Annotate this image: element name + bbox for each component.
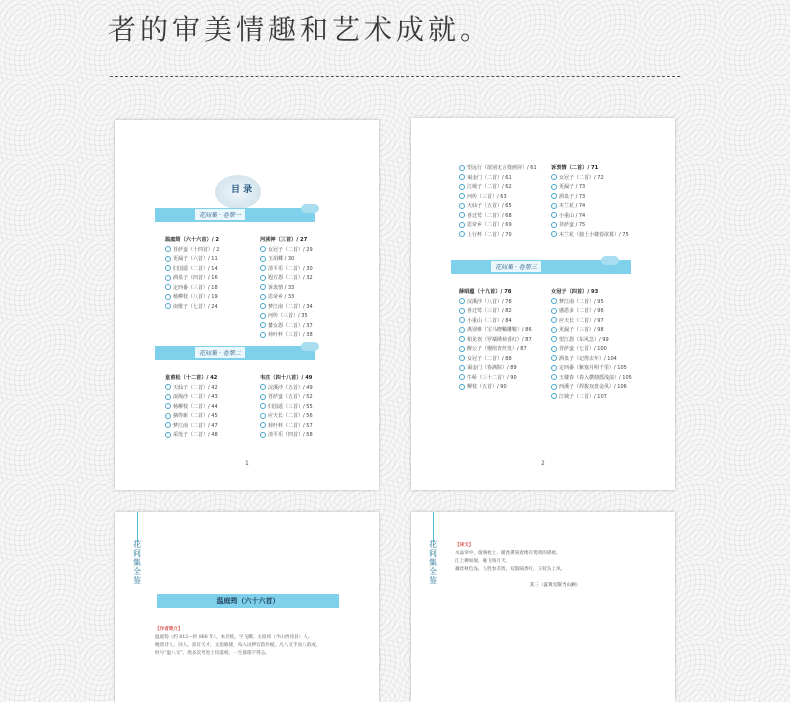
bullet-icon <box>260 294 266 300</box>
toc-entry <box>165 374 218 384</box>
toc-entry <box>260 412 313 422</box>
toc-entry-text: 喜迁莺（二首）/ 68 <box>467 212 512 219</box>
toc-entry-text: 木兰花（独上小楼春欲暮）/ 75 <box>559 231 629 238</box>
toc-entry <box>165 303 219 313</box>
toc-entry <box>165 384 218 394</box>
toc-entry <box>551 193 629 203</box>
toc-entry-text: 应天长（二首）/ 56 <box>268 413 313 419</box>
toc-entry-text: 西溪子（捍拨双盘金凤）/ 106 <box>559 384 627 390</box>
toc-list-left-3 <box>459 288 532 393</box>
toc-list-right-1 <box>260 236 313 341</box>
bullet-icon <box>165 394 171 400</box>
toc-entry-text: 天仙子（二首）/ 42 <box>173 384 218 391</box>
toc-entry <box>459 317 532 327</box>
bullet-icon <box>551 308 557 314</box>
toc-entry <box>551 183 629 193</box>
bullet-icon <box>459 174 465 180</box>
toc-entry <box>459 326 532 336</box>
intro-line: 时号“温八叉”。然多次考进士均落榜，一生郁郁不得志。 <box>155 651 270 656</box>
toc-entry-text: 定西番（三首）/ 18 <box>173 284 218 291</box>
toc-entry-text: 牛峤（三十二首）/ 90 <box>467 374 517 381</box>
bullet-icon <box>165 246 171 252</box>
toc-entry <box>260 431 313 441</box>
toc-entry-text: 蕃女怨（二首）/ 37 <box>268 322 313 329</box>
toc-entry-text: 应天长（二首）/ 97 <box>559 317 604 324</box>
toc-entry <box>459 212 537 222</box>
toc-entry <box>459 307 532 317</box>
toc-entry-text: 皇甫松（十二首）/ 42 <box>165 375 218 381</box>
toc-entry <box>165 284 219 294</box>
bullet-icon <box>551 203 557 209</box>
bullet-icon <box>551 184 557 190</box>
toc-entry-text: 菩萨蛮（十四首）/ 2 <box>173 246 220 253</box>
toc-entry <box>551 231 629 241</box>
bullet-icon <box>165 265 171 271</box>
toc-entry <box>551 393 632 403</box>
toc-entry-text: 梦江南（二首）/ 34 <box>268 303 313 310</box>
bullet-icon <box>551 355 557 361</box>
bullet-icon <box>459 384 465 390</box>
bullet-icon <box>260 432 266 438</box>
toc-entry-text: 摘得新（二首）/ 45 <box>173 413 218 419</box>
toc-entry <box>551 326 632 336</box>
toc-entry <box>260 284 313 294</box>
toc-entry <box>551 221 629 231</box>
toc-entry <box>165 274 219 284</box>
toc-entry <box>551 355 632 365</box>
toc-entry-text: 浣溪沙（五首）/ 49 <box>268 384 313 391</box>
page-number: 1 <box>245 460 249 467</box>
bullet-icon <box>551 374 557 380</box>
bullet-icon <box>459 231 465 237</box>
toc-entry-text: 思帝乡 / 33 <box>268 294 295 300</box>
cloud-icon <box>301 342 319 351</box>
bullet-icon <box>260 246 266 252</box>
toc-entry <box>260 393 313 403</box>
toc-entry <box>260 246 313 256</box>
side-line <box>137 512 138 542</box>
toc-entry <box>551 212 629 222</box>
toc-entry <box>459 231 537 241</box>
toc-entry-text: 玉楼春（春入横塘摇浅浪）/ 105 <box>559 374 632 381</box>
toc-entry <box>459 298 532 308</box>
translation-line: 水晶帘中，玻璃枕上，暖香熏染着绣有鸳鸯的锦被。 <box>455 551 561 556</box>
toc-entry <box>260 303 313 313</box>
toc-entry-text: 女冠子（二首）/ 88 <box>467 355 512 362</box>
side-line <box>433 512 434 542</box>
toc-entry-text: 上行杯（二首）/ 70 <box>467 231 512 238</box>
bullet-icon <box>459 327 465 333</box>
section-label: 【译文】 <box>455 543 474 548</box>
toc-entry-text: 浪淘沙（二首）/ 43 <box>173 394 218 400</box>
bullet-icon <box>165 256 171 262</box>
toc-entry-text: 薛昭蕴（十九首）/ 78 <box>459 289 512 295</box>
bullet-icon <box>551 174 557 180</box>
toc-entry <box>551 374 632 384</box>
bullet-icon <box>551 384 557 390</box>
toc-entry <box>551 364 632 374</box>
toc-entry <box>260 293 313 303</box>
toc-entry <box>551 307 632 317</box>
bullet-icon <box>165 284 171 290</box>
toc-entry-text: 江城子（二首）/ 107 <box>559 393 607 400</box>
toc-entry-text: 望远行（欲别无言倚画屏）/ 61 <box>467 165 537 171</box>
bullet-icon <box>260 403 266 409</box>
toc-entry <box>459 193 537 203</box>
toc-entry <box>165 431 218 441</box>
toc-entry-text: 玉胡蝶 / 30 <box>268 256 295 262</box>
toc-entry <box>551 383 632 393</box>
toc-entry-text: 梦江南（二首）/ 95 <box>559 298 604 305</box>
side-title: 花间集全鉴 <box>133 540 141 585</box>
bullet-icon <box>260 303 266 309</box>
bullet-icon <box>551 393 557 399</box>
bullet-icon <box>459 193 465 199</box>
bullet-icon <box>260 313 266 319</box>
toc-entry-text: 荷叶杯（三首）/ 38 <box>268 332 313 338</box>
toc-entry-text: 梦江南（二首）/ 47 <box>173 422 218 429</box>
toc-entry-text: 菩萨蛮（五首）/ 52 <box>268 394 313 400</box>
bullet-icon <box>260 394 266 400</box>
bullet-icon <box>165 294 171 300</box>
bullet-icon <box>165 403 171 409</box>
bullet-icon <box>551 327 557 333</box>
toc-entry-text: 更漏子（六首）/ 11 <box>173 256 218 262</box>
toc-list-right-3 <box>551 288 632 402</box>
bullet-icon <box>551 193 557 199</box>
headline: 者的审美情趣和艺术成就。 <box>108 13 493 46</box>
toc-entry-text: 感恩多（二首）/ 96 <box>559 308 604 314</box>
toc-entry-text: 木兰花 / 74 <box>559 203 586 209</box>
toc-entry-text: 荷叶杯（二首）/ 57 <box>268 422 313 429</box>
toc-entry-text: 河传（三首）/ 63 <box>467 193 507 200</box>
toc-entry-text: 杨柳枝（八首）/ 19 <box>173 294 218 300</box>
toc-entry-text: 清平乐（二首）/ 30 <box>268 265 313 272</box>
toc-entry <box>260 384 313 394</box>
toc-entry-text: 菩萨蛮（七首）/ 100 <box>559 346 607 352</box>
bullet-icon <box>551 346 557 352</box>
translation-text <box>455 542 655 590</box>
toc-entry-text: 喜迁莺（三首）/ 82 <box>467 308 512 314</box>
toc-entry-text: 离别难（宝马晓鞴雕鞍）/ 86 <box>467 327 532 333</box>
toc-entry-text: 女冠子（二首）/ 29 <box>268 246 313 253</box>
bullet-icon <box>551 298 557 304</box>
toc-entry-text: 清平乐（四首）/ 58 <box>268 432 313 438</box>
toc-entry-text: 更漏子（三首）/ 98 <box>559 327 604 333</box>
toc-list-right-2 <box>260 374 313 441</box>
book-page-1 <box>115 120 379 490</box>
toc-entry <box>551 174 629 184</box>
bullet-icon <box>260 275 266 281</box>
bullet-icon <box>551 212 557 218</box>
bullet-icon <box>260 265 266 271</box>
toc-entry-text: 温庭筠（六十六首）/ 2 <box>165 237 219 243</box>
side-title: 花间集全鉴 <box>429 540 437 585</box>
toc-entry <box>260 422 313 432</box>
toc-entry-text: 诉衷情（二首）/ 71 <box>551 165 599 171</box>
toc-entry-text: 柳枝（五首）/ 90 <box>467 384 507 390</box>
bullet-icon <box>260 422 266 428</box>
toc-entry <box>459 374 532 384</box>
toc-entry-text: 小重山 / 74 <box>559 212 586 219</box>
bullet-icon <box>459 346 465 352</box>
toc-entry-text: 南歌子（七首）/ 24 <box>173 303 218 310</box>
bullet-icon <box>551 336 557 342</box>
volume2-label: 花间集 · 卷第二 <box>195 347 245 358</box>
toc-entry <box>260 331 313 341</box>
toc-entry-text: 河渎神（三首）/ 27 <box>260 237 308 243</box>
intro-line: 晚唐诗人、词人。富有天才，文思敏捷，每入试押官韵作赋，凡八叉手而八韵成， <box>155 643 321 648</box>
bullet-icon <box>260 322 266 328</box>
toc-entry-text: 女冠子（二首）/ 72 <box>559 174 604 181</box>
toc-entry-text: 河传（三首）/ 35 <box>268 313 308 319</box>
volume2-band <box>155 346 315 360</box>
toc-entry-text: 采莲子（二首）/ 48 <box>173 432 218 438</box>
bullet-icon <box>459 336 465 342</box>
toc-entry-text: 天仙子（五首）/ 65 <box>467 203 512 209</box>
toc-entry <box>459 364 532 374</box>
toc-entry-text: 酒泉子 / 73 <box>559 193 586 200</box>
bullet-icon <box>459 212 465 218</box>
bullet-icon <box>459 308 465 314</box>
bullet-icon <box>551 222 557 228</box>
toc-entry <box>459 355 532 365</box>
bullet-icon <box>551 231 557 237</box>
toc-list-top-left <box>459 164 537 240</box>
toc-entry-text: 谒金门（春满院）/ 89 <box>467 365 517 371</box>
dashed-divider <box>110 76 680 77</box>
bullet-icon <box>459 165 465 171</box>
cloud-icon <box>601 256 619 265</box>
toc-entry <box>459 174 537 184</box>
toc-entry-text: 酒泉子（四首）/ 16 <box>173 275 218 281</box>
toc-list-top-right <box>551 164 629 240</box>
toc-entry <box>459 336 532 346</box>
toc-entry <box>165 422 218 432</box>
toc-entry-text: 小重山（二首）/ 84 <box>467 317 512 324</box>
toc-entry <box>260 322 313 332</box>
toc-entry <box>165 255 219 265</box>
toc-entry <box>551 336 632 346</box>
bullet-icon <box>459 317 465 323</box>
bullet-icon <box>459 365 465 371</box>
toc-entry <box>459 383 532 393</box>
section-label: 【作者简介】 <box>155 627 183 632</box>
toc-entry-text: 归国遥（三首）/ 55 <box>268 403 313 410</box>
toc-entry <box>459 183 537 193</box>
toc-entry <box>459 202 537 212</box>
bullet-icon <box>459 203 465 209</box>
toc-entry <box>551 202 629 212</box>
toc-entry <box>260 236 313 246</box>
bullet-icon <box>165 422 171 428</box>
toc-entry-text: 谒金门（二首）/ 61 <box>467 174 512 181</box>
toc-entry-text: 更漏子 / 73 <box>559 184 586 190</box>
bullet-icon <box>260 384 266 390</box>
toc-list-left-2 <box>165 374 218 441</box>
toc-entry <box>260 274 313 284</box>
toc-entry <box>165 246 219 256</box>
page-number: 2 <box>541 460 545 467</box>
toc-entry-text: 定西番（紫塞月明千里）/ 105 <box>559 365 627 371</box>
toc-entry <box>165 403 218 413</box>
intro-text <box>155 626 355 658</box>
bullet-icon <box>459 298 465 304</box>
volume3-label: 花间集 · 卷第三 <box>491 261 541 272</box>
toc-entry <box>165 412 218 422</box>
bullet-icon <box>459 355 465 361</box>
toc-entry <box>260 374 313 384</box>
bullet-icon <box>551 365 557 371</box>
toc-entry <box>459 221 537 231</box>
bullet-icon <box>165 275 171 281</box>
bullet-icon <box>459 374 465 380</box>
toc-entry-text: 酒泉子（记得去年）/ 104 <box>559 355 617 362</box>
toc-entry-text: 江城子（二首）/ 62 <box>467 184 512 190</box>
bullet-icon <box>260 332 266 338</box>
cloud-icon <box>301 204 319 213</box>
toc-entry <box>165 265 219 275</box>
toc-entry-text: 韦庄（四十八首）/ 49 <box>260 375 313 381</box>
toc-entry <box>459 164 537 174</box>
toc-entry <box>260 265 313 275</box>
toc-entry-text: 浣溪沙（八首）/ 78 <box>467 298 512 305</box>
next-poem-title: 其三（蕊黄无限当山额） <box>529 583 581 588</box>
toc-entry-text: 醉公子（慢绾青丝发）/ 87 <box>467 346 527 352</box>
toc-entry <box>165 293 219 303</box>
toc-entry <box>459 288 532 298</box>
toc-entry-text: 望江怨（东风急）/ 99 <box>559 336 609 343</box>
toc-title: 目 录 <box>231 185 253 195</box>
chapter-title: 温庭筠（六十六首） <box>157 594 339 608</box>
toc-entry <box>260 255 313 265</box>
toc-list-left-1 <box>165 236 219 312</box>
toc-entry <box>551 345 632 355</box>
toc-entry-text: 杨柳枝（二首）/ 44 <box>173 403 218 410</box>
toc-entry <box>165 236 219 246</box>
bullet-icon <box>165 432 171 438</box>
toc-entry <box>551 317 632 327</box>
toc-entry-text: 诉衷情 / 33 <box>268 284 295 291</box>
toc-entry <box>551 164 629 174</box>
toc-entry <box>260 403 313 413</box>
toc-entry-text: 遐方怨（二首）/ 32 <box>268 275 313 281</box>
bullet-icon <box>260 256 266 262</box>
bullet-icon <box>260 284 266 290</box>
bullet-icon <box>165 384 171 390</box>
book-page-2 <box>411 118 675 490</box>
toc-entry <box>551 288 632 298</box>
bullet-icon <box>459 222 465 228</box>
volume1-band <box>155 208 315 222</box>
bullet-icon <box>459 184 465 190</box>
translation-line: 江上柳如烟，雁飞残月天。 <box>455 559 511 564</box>
toc-entry-text: 女冠子（四首）/ 93 <box>551 289 599 295</box>
volume1-label: 花间集 · 卷第一 <box>195 209 245 220</box>
book-page-3 <box>115 512 379 702</box>
book-page-4 <box>411 512 675 702</box>
toc-entry-text: 相见欢（罗襦绣袂香红）/ 87 <box>467 336 532 343</box>
bullet-icon <box>165 303 171 309</box>
bullet-icon <box>260 413 266 419</box>
intro-line: 温庭筠（约 812—约 866 年），本名岐，字飞卿，太原祁（今山西祁县）人。 <box>155 635 313 640</box>
translation-line: 藕丝秋色浅，人胜参差剪。双鬓隔香红，玉钗头上风。 <box>455 567 566 572</box>
toc-entry <box>459 345 532 355</box>
toc-entry-text: 菩萨蛮 / 75 <box>559 222 586 228</box>
bullet-icon <box>165 413 171 419</box>
toc-entry <box>260 312 313 322</box>
toc-entry <box>165 393 218 403</box>
toc-entry <box>551 298 632 308</box>
toc-entry-text: 思帝乡（二首）/ 69 <box>467 222 512 228</box>
bullet-icon <box>551 317 557 323</box>
toc-entry-text: 归国遥（二首）/ 14 <box>173 265 218 272</box>
